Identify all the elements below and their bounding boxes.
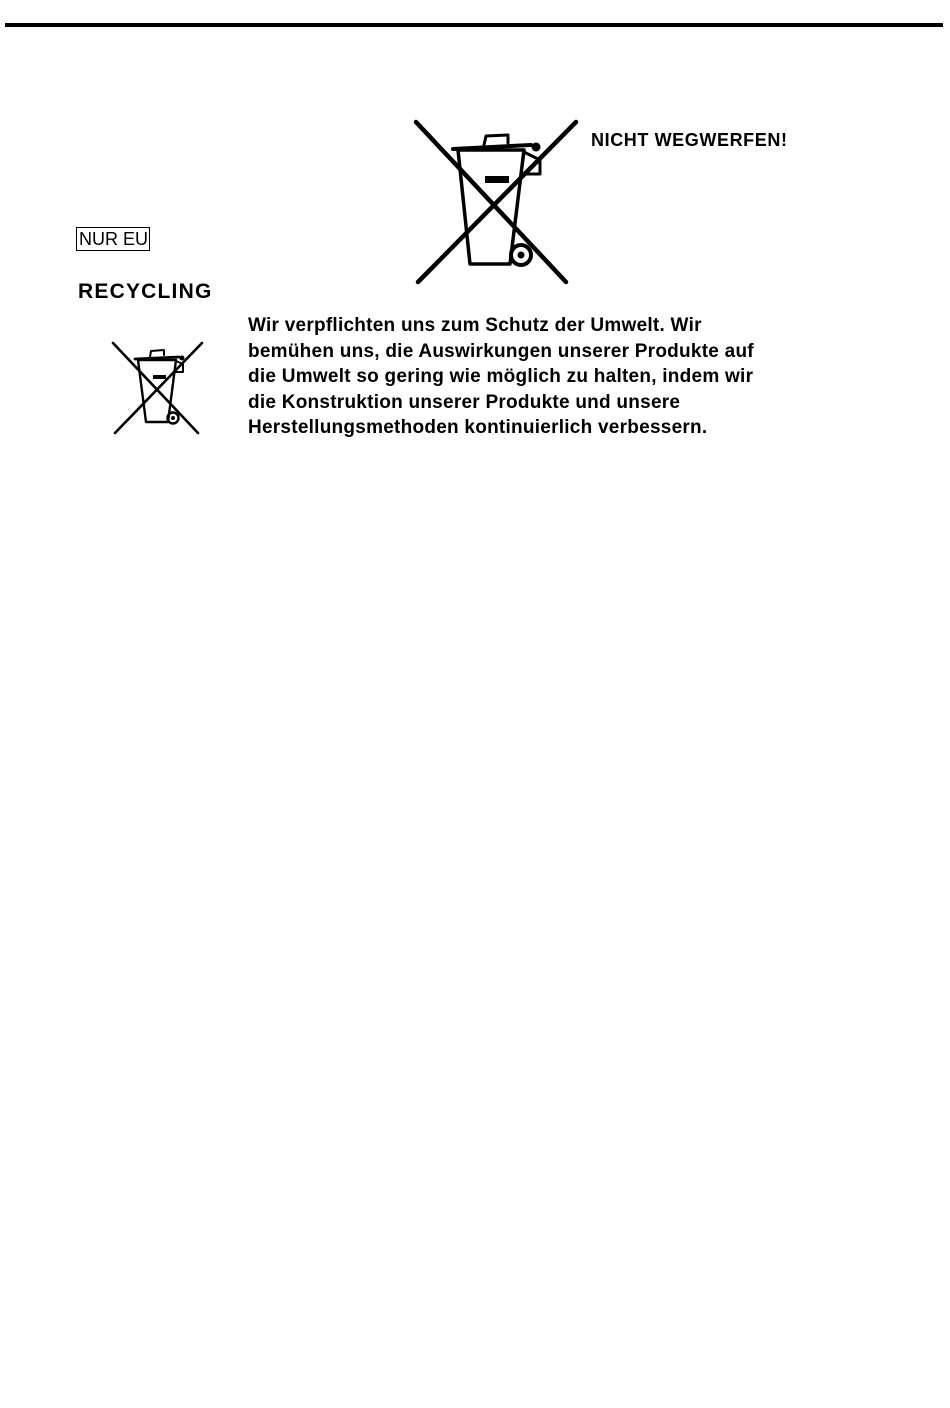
- region-badge: NUR EU: [76, 227, 150, 251]
- crossed-out-wheelie-bin-icon: [108, 340, 206, 436]
- statement-line: Herstellungsmethoden kontinuierlich verbessern.: [248, 417, 708, 438]
- crossed-out-wheelie-bin-icon: [410, 116, 582, 288]
- top-divider: [5, 23, 943, 27]
- statement-line: Wir verpflichten uns zum Schutz der Umwelt. Wir: [248, 315, 702, 336]
- section-title: RECYCLING: [78, 280, 213, 303]
- statement-line: bemühen uns, die Auswirkungen unserer Produkte auf: [248, 340, 754, 362]
- statement-line: die Konstruktion unserer Produkte und unsere: [248, 391, 681, 413]
- recycling-statement: [248, 313, 754, 441]
- dispose-warning: NICHT WEGWERFEN!: [591, 130, 788, 150]
- statement-line: die Umwelt so gering wie möglich zu halten, indem wir: [248, 366, 754, 387]
